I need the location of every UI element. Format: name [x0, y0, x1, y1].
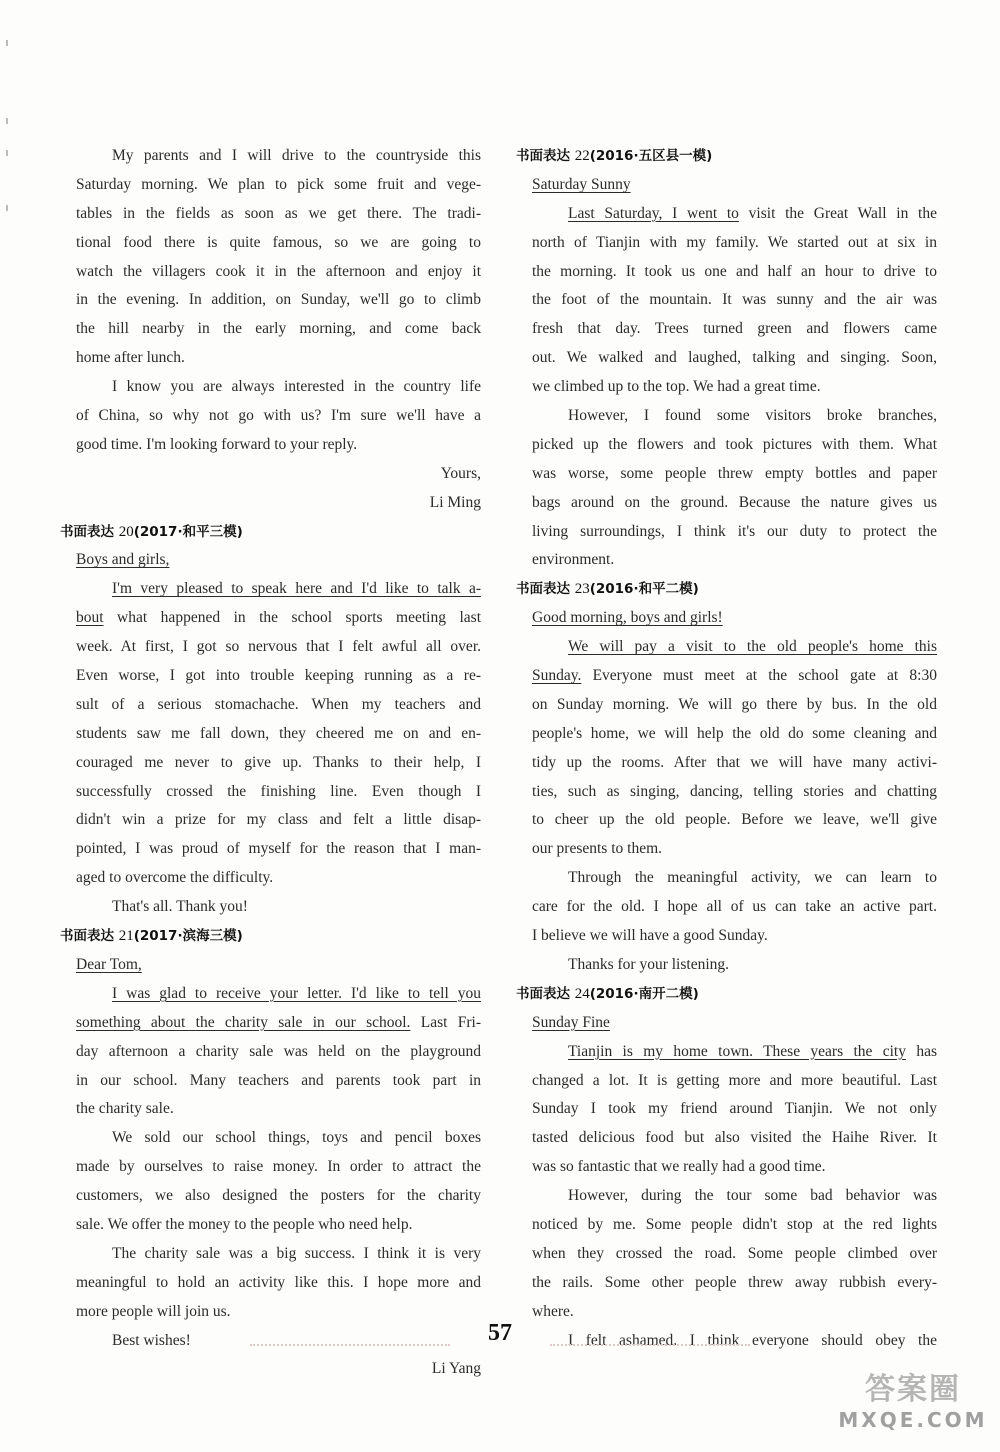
essay-23-line: to cheer up the old people. Before we leave, we'll give — [532, 811, 937, 829]
essay-19-line: good time. I'm looking forward to your reply. — [76, 435, 358, 453]
essay-24-line: I felt ashamed. I think everyone should obey the — [568, 1331, 937, 1349]
essay-19-line: watch the villagers cook it in the afternoon and enjoy it — [76, 262, 481, 280]
heading-label: 书面表达 — [516, 581, 575, 598]
heading-source: (2017·和平三模) — [133, 523, 243, 540]
line-rest-text: Last Fri- — [410, 1013, 481, 1031]
essay-24-line: noticed by me. Some people didn't stop at the red lights — [532, 1215, 937, 1233]
essay-22-greeting — [532, 171, 937, 200]
essay-24-line: where. — [532, 1302, 574, 1320]
watermark-text: 答案圈 — [865, 1372, 961, 1407]
greeting-text: Boys and girls, — [76, 551, 170, 569]
greeting-text: Saturday Sunny — [532, 175, 631, 193]
greeting-text: Good morning, boys and girls! — [532, 609, 723, 627]
essay-19-line: in the evening. In addition, on Sunday, we'll go to climb — [76, 291, 481, 309]
page-number: 57 — [488, 1320, 512, 1346]
essay-21-line: sale. We offer the money to the people who need help. — [76, 1215, 413, 1233]
essay-21-line: more people will join us. — [76, 1302, 231, 1320]
essay-21-line — [76, 1009, 481, 1038]
essay-24-line — [532, 1038, 937, 1067]
line-rest-text: visit the Great Wall in the — [738, 204, 937, 222]
essay-21-line: meaningful to hold an activity like this. I hope more and — [76, 1273, 481, 1291]
footer-deco-right — [550, 1344, 750, 1348]
essay-21-line: made by ourselves to raise money. In order to attract the — [76, 1158, 481, 1176]
essay-22-line: north of Tianjin with my family. We started out at six in — [532, 233, 937, 251]
essay-23-line: people's home, we will help the old do some cleaning and — [532, 724, 937, 742]
essay-21-line: The charity sale was a big success. I think it is very — [112, 1244, 481, 1262]
essay-23-line — [532, 633, 937, 662]
essay-20-line — [76, 604, 481, 633]
essay-19-line: of China, so why not go with us? I'm sure we'll have a — [76, 407, 481, 425]
margin-mark — [6, 40, 8, 46]
essay-21-line: in our school. Many teachers and parents took part in — [76, 1071, 481, 1089]
essay-20-greeting — [76, 546, 481, 575]
margin-mark — [6, 118, 8, 124]
underlined-text: something about the charity sale in our school. — [76, 1013, 411, 1031]
essay-20-line: couraged me never to give up. Thanks to their help, I — [76, 753, 481, 771]
essay-19-line: home after lunch. — [76, 349, 185, 367]
essay-21-line — [76, 980, 481, 1009]
essay-22-line: we climbed up to the top. We had a great time. — [532, 378, 821, 396]
heading-source: (2017·滨海三模) — [133, 928, 243, 945]
essay-23-line: on Sunday morning. We will go there by bus. In the old — [532, 695, 937, 713]
heading-source: (2016·南开二模) — [589, 985, 699, 1002]
heading-source: (2016·五区县一模) — [589, 148, 713, 164]
essay-20-line: That's all. Thank you! — [112, 898, 248, 916]
essay-22-line: However, I found some visitors broke branches, — [568, 407, 937, 425]
letter-closing: Yours, — [440, 464, 481, 482]
essay-22-heading — [516, 142, 937, 171]
left-column — [60, 142, 481, 1384]
essay-22-line: environment. — [532, 551, 615, 569]
essay-24-heading — [516, 980, 937, 1009]
heading-label: 书面表达 — [60, 523, 119, 540]
margin-mark — [6, 150, 8, 156]
essay-24-greeting — [532, 1009, 937, 1038]
heading-number: 22 — [574, 148, 590, 164]
essay-20-line: pointed, I was proud of myself for the reason that I man- — [76, 840, 481, 858]
essay-22-line: the foot of the mountain. It was sunny and the air was — [532, 291, 937, 309]
essay-22-line: bags around on the ground. Because the nature gives us — [532, 493, 937, 511]
essay-19-line: the hill nearby in the early morning, and come back — [76, 320, 481, 338]
essay-21-heading — [60, 922, 481, 951]
essay-21-line: day afternoon a charity sale was held on the playground — [76, 1042, 481, 1060]
heading-label: 书面表达 — [516, 148, 575, 164]
essay-21-line: Best wishes! — [112, 1331, 191, 1349]
essay-23-line: ties, such as singing, dancing, telling stories and chatting — [532, 782, 937, 800]
essay-22-line: picked up the flowers and took pictures with them. What — [532, 435, 937, 453]
essay-24-line: However, during the tour some bad behavior was — [568, 1187, 937, 1205]
essay-23-greeting — [532, 604, 937, 633]
margin-mark — [6, 205, 8, 211]
essay-20-heading — [60, 518, 481, 547]
underlined-text: I'm very pleased to speak here and I'd like to talk a- — [112, 580, 481, 598]
essay-20-line: students saw me fall down, they cheered me on and en- — [76, 724, 481, 742]
essay-23-line: Thanks for your listening. — [568, 955, 730, 973]
essay-21-line: customers, we also designed the posters for the charity — [76, 1187, 481, 1205]
essay-22-line: living surroundings, I think it's our duty to protect the — [532, 522, 937, 540]
footer-deco-left — [250, 1344, 450, 1348]
heading-number: 24 — [574, 985, 590, 1002]
heading-label: 书面表达 — [60, 928, 119, 945]
essay-23-line: Through the meaningful activity, we can learn to — [568, 869, 937, 887]
line-rest-text: has — [905, 1042, 937, 1060]
essay-23-line: our presents to them. — [532, 840, 663, 858]
letter-signature: Li Ming — [429, 493, 481, 511]
watermark-url: MXQE.COM — [838, 1408, 988, 1432]
heading-source: (2016·和平二模) — [589, 581, 699, 598]
letter-signature: Li Yang — [431, 1360, 481, 1378]
essay-20-line: didn't win a prize for my class and felt a little disap- — [76, 811, 481, 829]
essay-24-line: when they crossed the road. Some people climbed over — [532, 1244, 937, 1262]
underlined-text: Tianjin is my home town. These years the city — [568, 1042, 906, 1060]
essay-23-line: I believe we will have a good Sunday. — [532, 927, 768, 945]
essay-23-line — [532, 662, 937, 691]
essay-23-line: tidy up the rooms. After that we will have many activi- — [532, 753, 937, 771]
essay-24-line: tasted delicious food but also visited the Haihe River. It — [532, 1129, 937, 1147]
essay-22-line — [532, 200, 937, 229]
essay-20-line: Even worse, I got into trouble keeping running as a re- — [76, 667, 481, 685]
essay-19-line: My parents and I will drive to the countryside this — [112, 147, 481, 164]
essay-21-line: We sold our school things, toys and pencil boxes — [112, 1129, 481, 1147]
essay-20-line: week. At first, I got so nervous that I felt awful all over. — [76, 638, 481, 656]
right-column — [516, 142, 937, 1355]
essay-20-line: successfully crossed the finishing line. Even though I — [76, 782, 481, 800]
watermark-logo — [838, 1372, 988, 1442]
greeting-text: Dear Tom, — [76, 955, 142, 973]
heading-number: 23 — [574, 581, 590, 598]
underlined-text: Last Saturday, I went to — [568, 204, 739, 222]
essay-19-line: I know you are always interested in the country life — [112, 378, 481, 396]
heading-number: 21 — [118, 928, 134, 945]
essay-24-line: the rails. Some other people threw away rubbish every- — [532, 1273, 937, 1291]
essay-23-heading — [516, 575, 937, 604]
heading-number: 20 — [118, 523, 134, 540]
essay-19-line: tional food there is quite famous, so we are going to — [76, 233, 481, 251]
underlined-text: Sunday. — [532, 667, 582, 685]
essay-23-line: care for the old. I hope all of us can take an active part. — [532, 898, 937, 916]
essay-21-greeting — [76, 951, 481, 980]
essay-22-line: the morning. It took us one and half an hour to drive to — [532, 262, 937, 280]
line-rest-text: what happened in the school sports meeting last — [103, 609, 481, 627]
greeting-text: Sunday Fine — [532, 1013, 610, 1031]
essay-21-line: the charity sale. — [76, 1100, 174, 1118]
essay-24-line: was so fantastic that we really had a good time. — [532, 1158, 826, 1176]
essay-22-line: out. We walked and laughed, talking and singing. Soon, — [532, 349, 937, 367]
line-rest-text: Everyone must meet at the school gate at 8:30 — [581, 667, 937, 685]
essay-20-line: aged to overcome the difficulty. — [76, 869, 274, 887]
underlined-text: bout — [76, 609, 104, 627]
essay-20-line: sult of a serious stomachache. When my teachers and — [76, 695, 481, 713]
essay-19-line: Saturday morning. We plan to pick some fruit and vege- — [76, 175, 481, 193]
essay-24-line: Sunday I took my friend around Tianjin. We not only — [532, 1100, 937, 1118]
essay-22-line: fresh that day. Trees turned green and flowers came — [532, 320, 937, 338]
essay-24-line: changed a lot. It is getting more and more beautiful. Last — [532, 1071, 937, 1089]
essay-19-line: tables in the fields as soon as we get there. The tradi- — [76, 204, 481, 222]
heading-label: 书面表达 — [516, 985, 575, 1002]
underlined-text: I was glad to receive your letter. I'd like to tell you — [112, 984, 481, 1002]
underlined-text: We will pay a visit to the old people's home this — [568, 638, 937, 656]
essay-22-line: was worse, some people threw empty bottles and paper — [532, 464, 937, 482]
essay-20-line — [76, 575, 481, 604]
